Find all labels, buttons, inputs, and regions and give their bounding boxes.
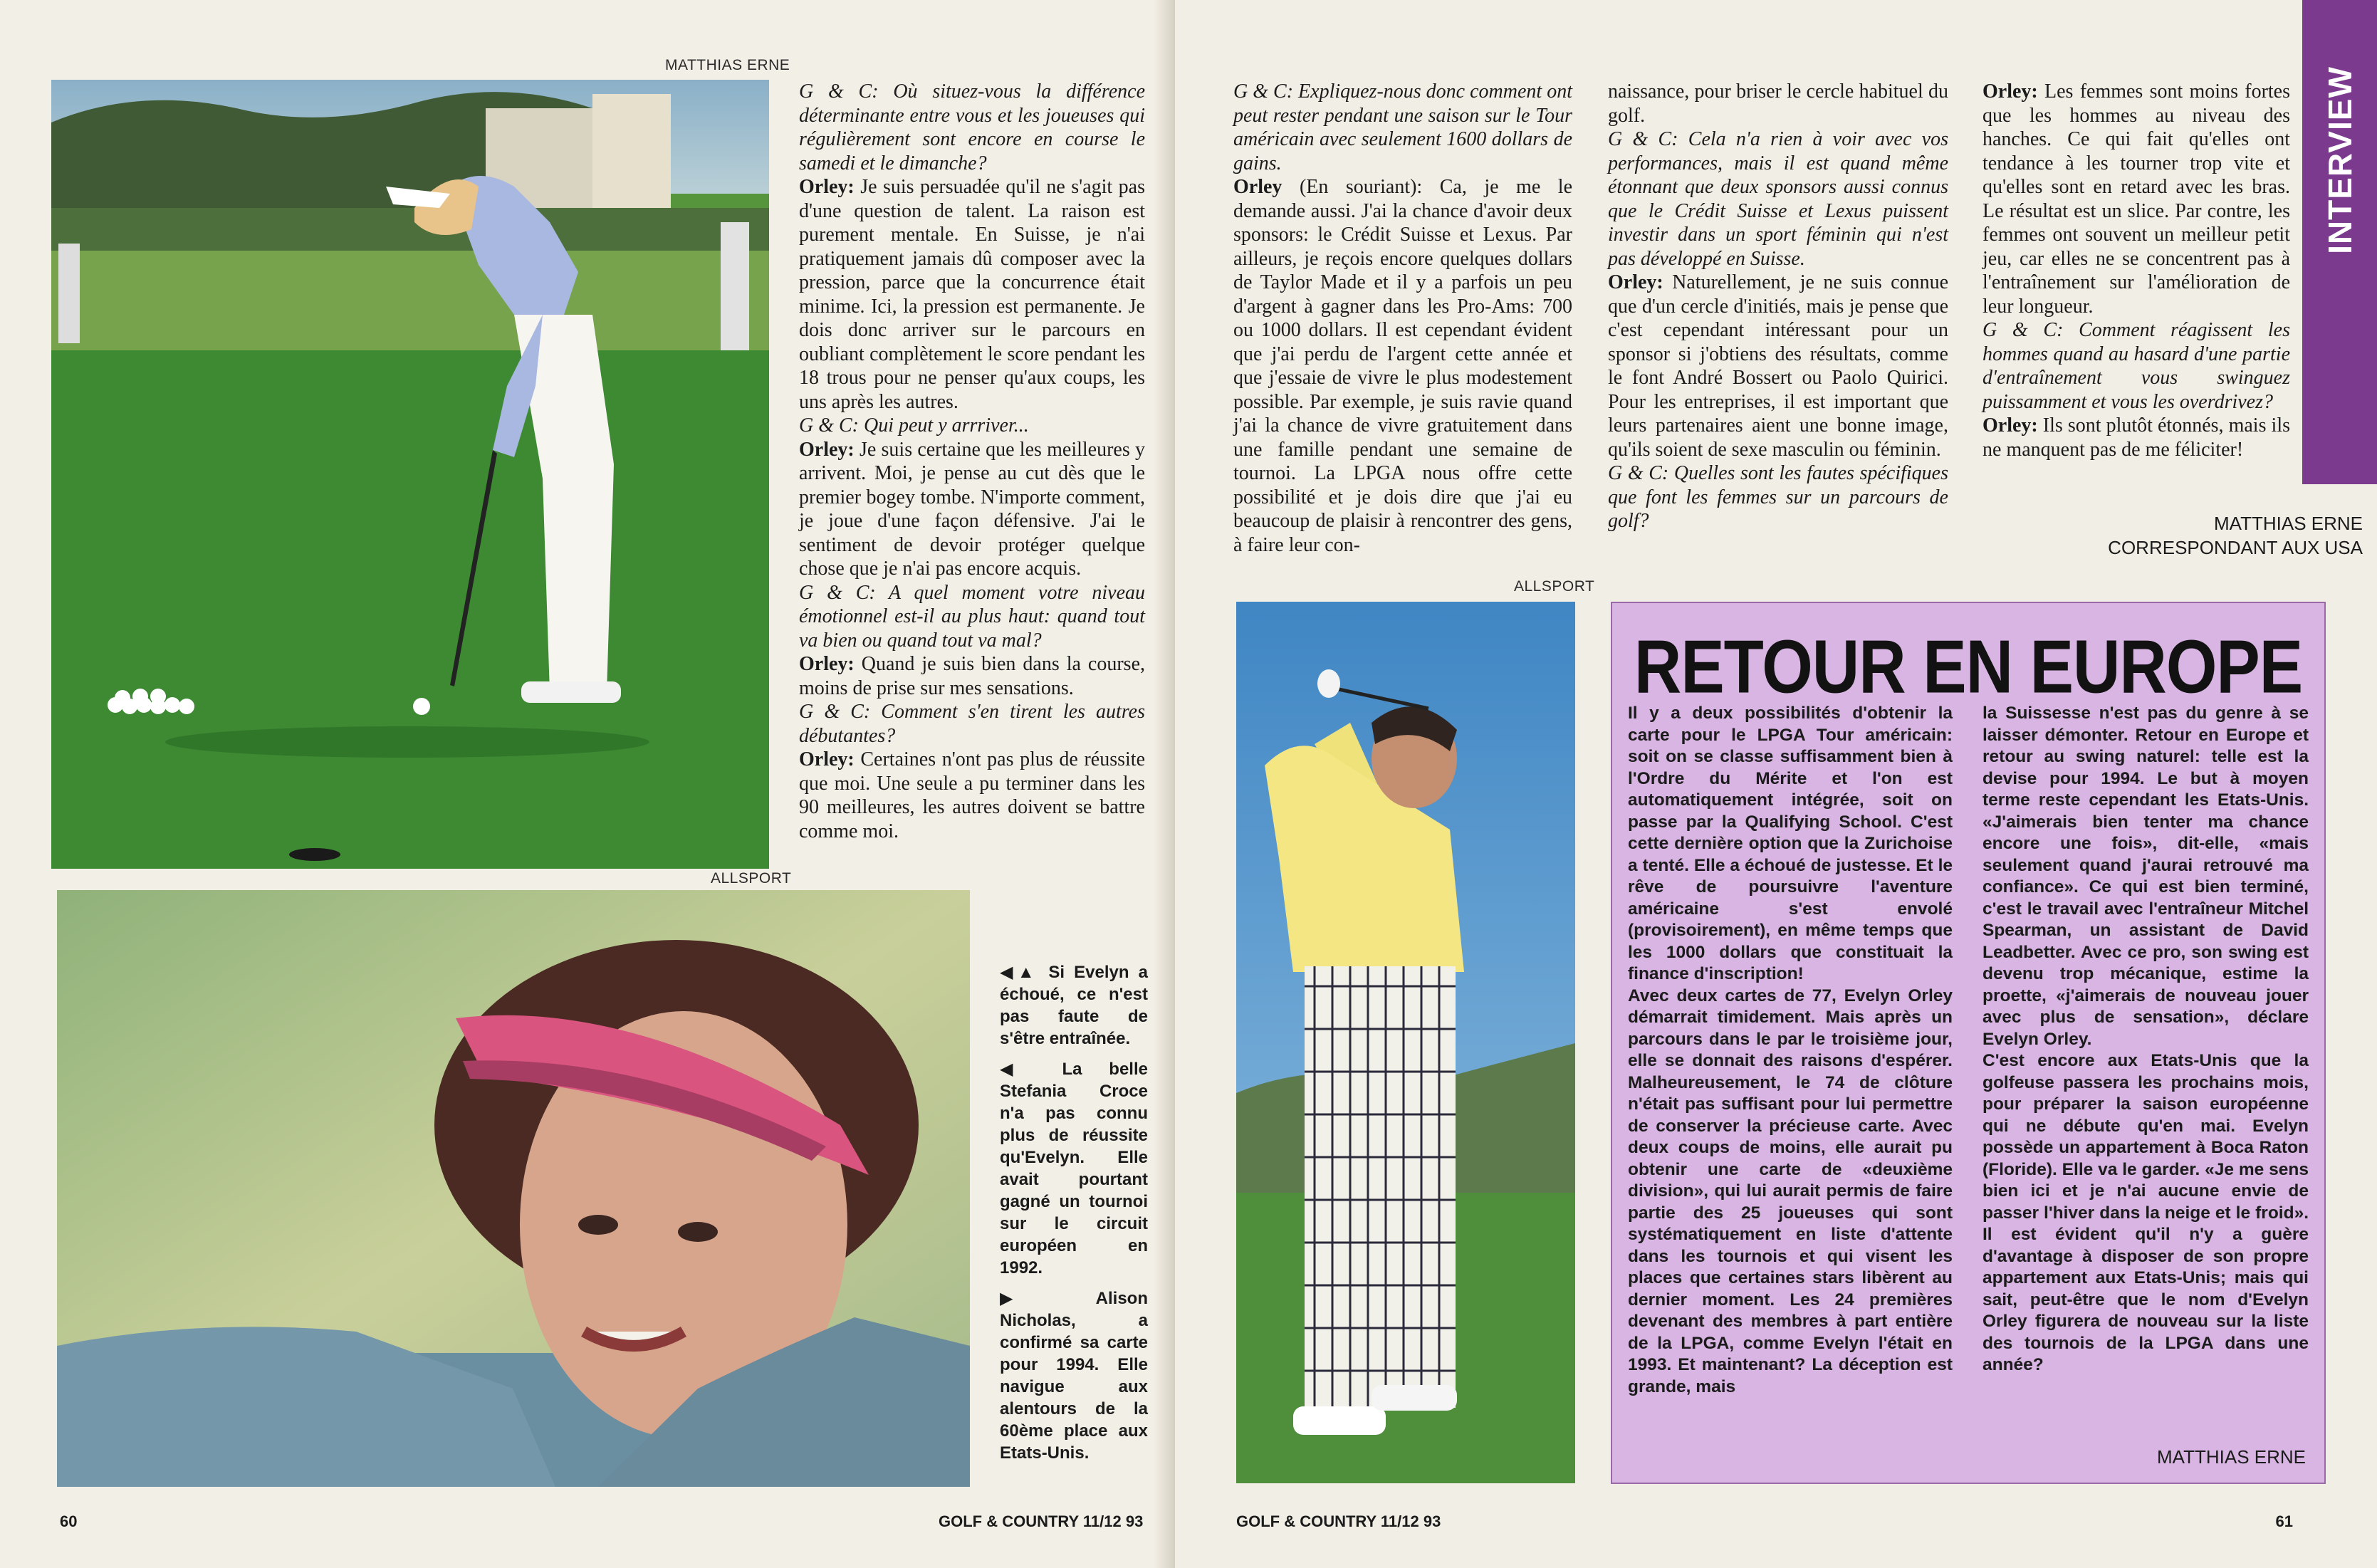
interview-column-2	[1608, 80, 1948, 533]
interview-answer: Orley: Je suis persuadée qu'il ne s'agit pas d'une question de talent. La raison est purement mentale. En Suisse, je n'ai pratiquement jamais dû composer avec la pression, parce que la concurrence était minime. Ici, la pression est permanente. Je dois donc arriver sur le parcours en oubliant complètement le score pendant les 18 trous pour ne penser qu'aux coups, les uns après les autres.	[799, 176, 1145, 413]
photo-credit-bottom: ALLSPORT	[711, 870, 792, 887]
photo-swinging-golfer	[1236, 602, 1575, 1483]
author-name: MATTHIAS ERNE	[2214, 513, 2363, 534]
swing-image	[1236, 602, 1575, 1483]
right-page	[1175, 0, 2377, 1568]
interview-question: G & C: Où situez-vous la différence déterminante entre vous et les joueuses qui régulièrement sont encore en course le samedi et le dimanche?	[799, 80, 1145, 174]
box-title: RETOUR EN EUROPE	[1634, 625, 2303, 709]
interview-column-3	[1982, 80, 2290, 461]
box-paragraph: Il y a deux possibilités d'obtenir la carte pour le LPGA Tour américain: soit on se classe suffisamment bien à l'Ordre du Mérite et l'on est automatiquement intégrée, soit on passe par la Qualifying School. C'est cette dernière option que la Zurichoise a tenté. Elle a échoué de justesse. Et le rêve de poursuivre l'aventure américaine s'est envolé (provisoirement), en même temps que les 1000 dollars que constituait la finance d'inscription!	[1628, 704, 1953, 983]
photo-credit-top: MATTHIAS ERNE	[665, 57, 790, 73]
sidebar-box	[1611, 602, 2326, 1484]
box-column-left	[1628, 703, 1953, 1398]
interview-answer: Orley: Naturellement, je ne suis connue que d'un cercle d'initiés, mais je pense que c'est cependant intéressant pour un sponsor si j'obtiens des résultats, comme le font André Bossert ou Paolo Quirici. Pour les entreprises, il est important que leurs partenaires aient une bonne image, qu'ils soient de sexe masculin ou féminin.	[1608, 271, 1948, 461]
box-paragraph: la Suissesse n'est pas du genre à se laisser démonter. Retour en Europe et retour au swing naturel: telle est la devise pour 1994. Le but à moyen terme reste cependant les Etats-Unis. «J'aimerais bien tenter ma chance encore une fois», dit-elle, «mais seulement quand j'aurai retrouvé ma confiance». Ce qui est bien terminé, c'est le travail avec l'entraîneur Mitchel Spearman, un assistant de David Leadbetter. Avec ce pro, son swing est devenu trop mécanique, estime la proette, «j'aimerais de nouveau jouer avec plus de sensation», déclare Evelyn Orley.	[1982, 704, 2309, 1049]
caption-3: ▶ Alison Nicholas, a confirmé sa carte pour 1994. Elle navigue aux alentours de la 60ème place aux Etats-Unis.	[1000, 1289, 1148, 1463]
interview-question: G & C: Comment s'en tirent les autres débutantes?	[799, 701, 1145, 747]
interview-answer: Orley: Ils sont plutôt étonnés, mais ils ne manquent pas de me féliciter!	[1982, 414, 2290, 461]
interview-question: G & C: Quelles sont les fautes spécifiques que font les femmes sur un parcours de golf?	[1608, 462, 1948, 532]
interview-continuation: naissance, pour briser le cercle habituel du golf.	[1608, 80, 1948, 127]
section-tab-label: INTERVIEW	[2321, 66, 2359, 254]
interview-answer: Orley: Certaines n'ont pas plus de réussite que moi. Une seule a pu terminer dans les 90 meilleures, les autres doivent se battre comme moi.	[799, 748, 1145, 842]
caption-1: ◀▲ Si Evelyn a échoué, ce n'est pas faute de s'être entraînée.	[1000, 963, 1149, 1048]
interview-column-left	[799, 80, 1145, 843]
interview-question: G & C: Qui peut y arrriver...	[799, 414, 1029, 437]
box-paragraph: C'est encore aux Etats-Unis que la golfeuse passera les prochains mois, pour préparer la saison européenne qui ne débute qu'en mai. Evelyn possède un appartement à Boca Raton (Floride). Elle va le garder. «Je me sens bien ici et je n'ai aucune envie de passer l'hiver dans la neige et le froid». Il est évident qu'il n'y a guère d'avantage à disposer de son propre appartement aux Etats-Unis; mais qui sait, peut-être que le nom d'Evelyn Orley figurera de nouveau sur la liste des tournois de la LPGA dans une année?	[1982, 1051, 2309, 1374]
interview-answer: Orley: Les femmes sont moins fortes que les hommes au niveau des hanches. Ce qui fait qu'elles ont tendance à les tourner trop vite et qu'elles sont en retard avec les bras. Le résultat est un slice. Par contre, les femmes ont souvent un meilleur petit jeu, car elles ne se concentrent pas à l'entraînement sur l'amélioration de leur longueur.	[1982, 80, 2290, 318]
caption-2: ◀ La belle Stefania Croce n'a pas connu plus de réussite qu'Evelyn. Elle avait pourtant gagné un tournoi sur le circuit européen en 1992.	[1000, 1060, 1148, 1277]
interview-question: G & C: A quel moment votre niveau émotionnel est-il au plus haut: quand tout va bien ou quand tout va mal?	[799, 581, 1145, 652]
photo-captions	[1000, 961, 1148, 1473]
author-role: CORRESPONDANT AUX USA	[2108, 537, 2363, 558]
page-number-right: 61	[2275, 1512, 2293, 1530]
photo-credit-swing: ALLSPORT	[1514, 578, 1595, 595]
interview-answer: Orley: Je suis certaine que les meilleures y arrivent. Moi, je pense au cut dès que le premier bogey tombe. N'importe comment, je joue d'une façon défensive. J'ai le sentiment de devoir protéger quelque chose que je n'ai pas encore acquis.	[799, 438, 1145, 580]
photo-putting-golfer	[51, 80, 769, 869]
putting-golfer-image	[51, 80, 769, 869]
interview-question: G & C: Cela n'a rien à voir avec vos performances, mais il est quand même étonnant que deux sponsors aussi connus que le Crédit Suisse et Lexus puissent investir dans un sport féminin qui n'est pas développé en Suisse.	[1608, 128, 1948, 270]
interview-question: G & C: Comment réagissent les hommes quand au hasard d'une partie d'entraînement vous swinguez puissamment et vous les overdrivez?	[1982, 319, 2290, 413]
interview-column-1	[1233, 80, 1572, 557]
magazine-footer-left: GOLF & COUNTRY 11/12 93	[939, 1512, 1144, 1530]
photo-portrait-visor	[57, 890, 970, 1487]
magazine-footer-right: GOLF & COUNTRY 11/12 93	[1236, 1512, 1441, 1530]
page-number-left: 60	[60, 1512, 78, 1530]
interview-answer: Orley (En souriant): Ca, je me le demande aussi. J'ai la chance d'avoir deux sponsors: le Crédit Suisse et Lexus. Par ailleurs, je reçois encore quelques dollars de Taylor Made et il y a parfois un peu d'argent à gagner dans les Pro-Ams: 700 ou 1000 dollars. Il est cependant évident que j'ai perdu de l'argent cette année et que j'essaie de vivre le plus modestement possible. Par exemple, je suis ravie quand j'ai la chance de vivre gratuitement dans une famille pendant une semaine de tournoi. La LPGA nous offre cette possibilité et je dois dire que j'ai eu beaucoup de plaisir à rencontrer des gens, à faire leur con-	[1233, 176, 1572, 556]
interview-question: G & C: Expliquez-nous donc comment ont peut rester pendant une saison sur le Tour américain avec seulement 1600 dollars de gains.	[1233, 80, 1572, 174]
left-page	[0, 0, 1175, 1568]
interview-answer: Orley: Quand je suis bien dans la course, moins de prise sur mes sensations.	[799, 653, 1145, 699]
section-tab	[2302, 0, 2377, 484]
box-paragraph: Avec deux cartes de 77, Evelyn Orley démarrait timidement. Mais après un parcours dans le par le troisième jour, elle se donnait des raisons d'espérer. Malheureusement, le 74 de clôture n'était pas suffisant pour lui permettre de conserver la précieuse carte. Avec deux coups de moins, elle aurait pu obtenir une carte de «deuxième division», qui lui aurait permis de faire partie des 25 joueuses qui sont systématiquement en liste d'attente dans les tournois et qui visent les places que certaines stars libèrent au dernier moment. Les 24 premières devenant des membres à part entière de la LPGA, comme Evelyn l'était en 1993. Et maintenant? La déception est grande, mais	[1628, 986, 1953, 1396]
box-signature: MATTHIAS ERNE	[2157, 1446, 2306, 1468]
box-column-right	[1982, 703, 2309, 1376]
author-block	[2108, 511, 2363, 560]
portrait-image	[57, 890, 970, 1487]
